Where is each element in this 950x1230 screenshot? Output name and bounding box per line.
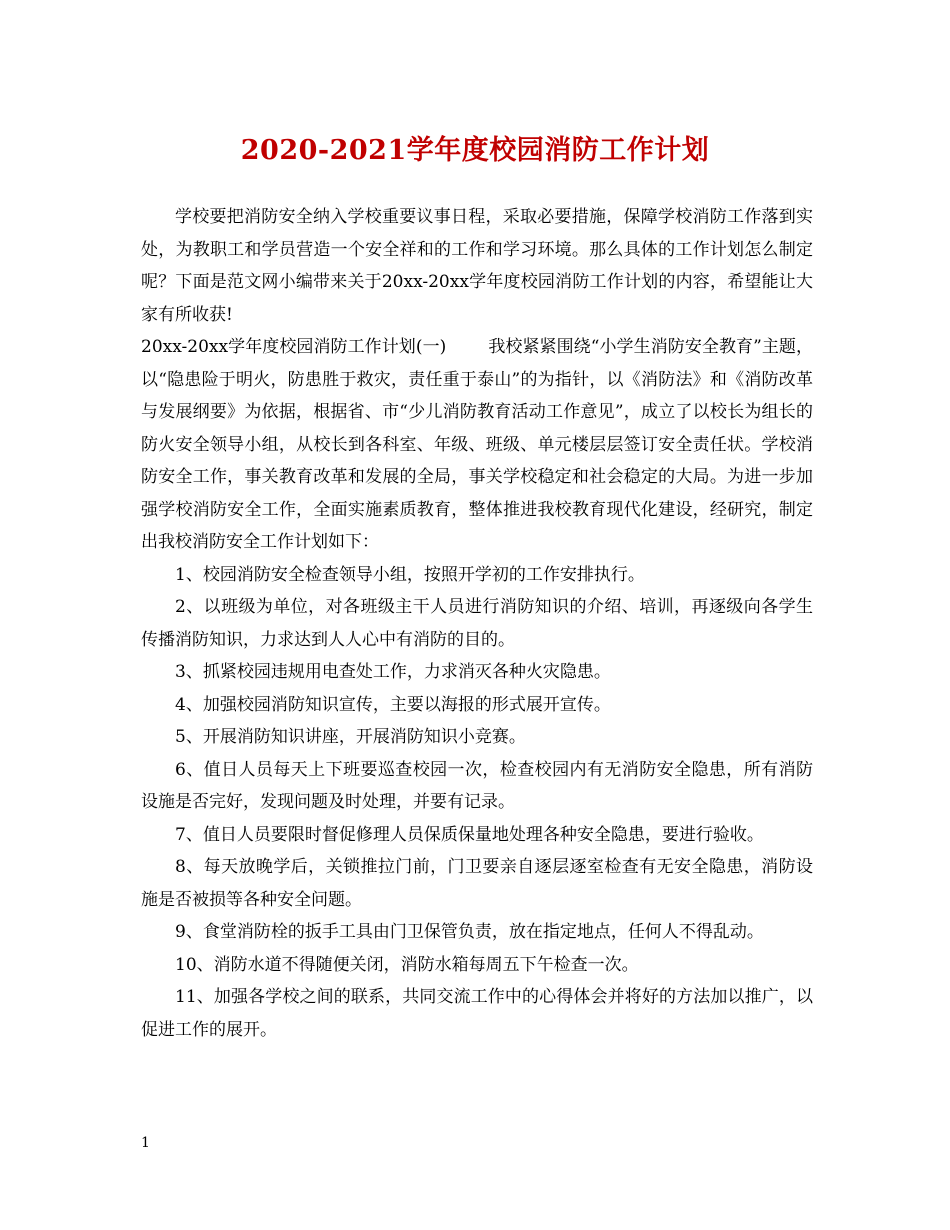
intro-paragraph: 学校要把消防安全纳入学校重要议事日程，采取必要措施，保障学校消防工作落到实处，为教职工和学员营造一个安全祥和的工作和学习环境。那么具体的工作计划怎么制定呢？下面是范文网小编带来关于20xx-20xx学年度校园消防工作计划的内容，希望能让大家有所收获! — [141, 207, 813, 325]
list-item: 9、食堂消防栓的扳手工具由门卫保管负责，放在指定地点，任何人不得乱动。 — [175, 922, 764, 942]
list-item: 5、开展消防知识讲座，开展消防知识小竞赛。 — [175, 727, 526, 747]
section-paragraph — [141, 331, 813, 559]
document-title: 2020-2021学年度校园消防工作计划 — [240, 135, 710, 166]
list-item: 6、值日人员每天上下班要巡查校园一次，检查校园内有无消防安全隐患，所有消防设施是否完好，发现问题及时处理，并要有记录。 — [141, 759, 813, 812]
list-item: 11、加强各学校之间的联系，共同交流工作中的心得体会并将好的方法加以推广，以促进工作的展开。 — [141, 987, 813, 1040]
section-text: 我校紧紧围绕“小学生消防安全教育”主题，以“隐患险于明火，防患胜于救灾，责任重于泰山”的为指针，以《消防法》和《消防改革与发展纲要》为依据，根据省、市“少儿消防教育活动工作意见”，成立了以校长为组长的防火安全领导小组，从校长到各科室、年级、班级、单元楼层层签订安全责任状。学校消防安全工作，事关教育改革和发展的全局，事关学校稳定和社会稳定的大局。为进一步加强学校消防安全工作，全面实施素质教育，整体推进我校教育现代化建设，经研究，制定出我校消防安全工作计划如下： — [141, 337, 813, 552]
list-item: 10、消防水道不得随便关闭，消防水箱每周五下午检查一次。 — [175, 954, 639, 975]
list-item: 1、校园消防安全检查领导小组，按照开学初的工作安排执行。 — [175, 564, 645, 585]
list-item: 3、抓紧校园违规用电查处工作，力求消灭各种火灾隐患。 — [175, 662, 611, 682]
page-number: 1 — [141, 1135, 150, 1151]
list-item: 4、加强校园消防知识宣传，主要以海报的形式展开宣传。 — [175, 694, 611, 715]
section-heading: 20xx-20xx学年度校园消防工作计划(一) — [141, 337, 447, 357]
list-item: 8、每天放晚学后，关锁推拉门前，门卫要亲自逐层逐室检查有无安全隐患，消防设施是否被损等各种安全问题。 — [141, 857, 813, 910]
document-body — [141, 201, 813, 1046]
list-item: 2、以班级为单位，对各班级主干人员进行消防知识的介绍、培训，再逐级向各学生传播消防知识，力求达到人人心中有消防的目的。 — [141, 597, 813, 650]
list-item: 7、值日人员要限时督促修理人员保质保量地处理各种安全隐患，要进行验收。 — [175, 824, 764, 845]
